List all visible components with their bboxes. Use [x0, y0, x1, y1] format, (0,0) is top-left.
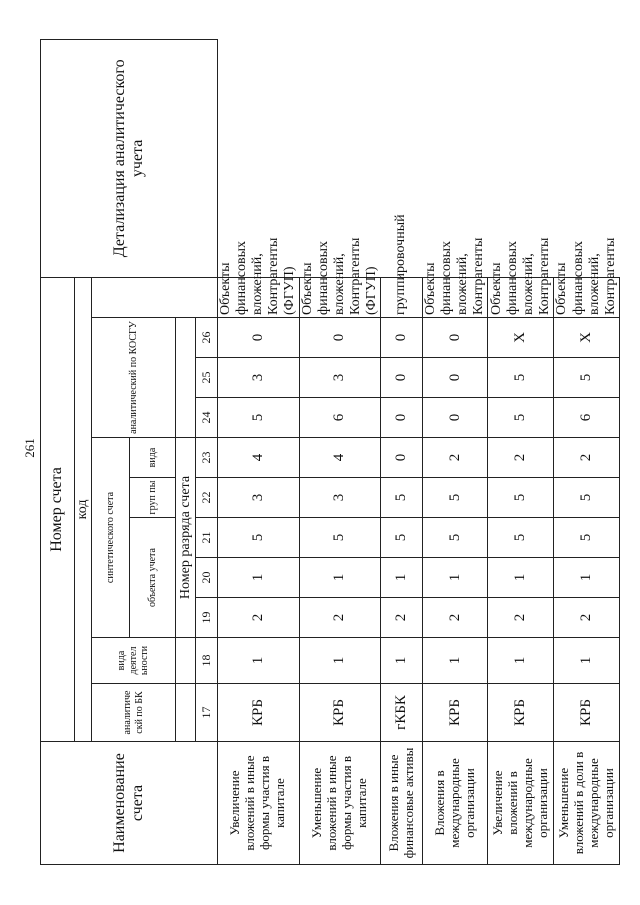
code-25: 3 [299, 358, 380, 398]
code-21: 5 [554, 518, 619, 558]
digit-cell: 18 [196, 638, 218, 684]
code-21: 5 [299, 518, 380, 558]
header-activity-type: вида деятел ьности [92, 638, 176, 684]
header-name: Наименование счета [41, 742, 218, 865]
account-name: Уменьшение вложений в иные формы участия в капитале [299, 742, 380, 865]
digit-cell: 19 [196, 598, 218, 638]
table-row [381, 39, 423, 864]
code-17: КРБ [488, 684, 554, 742]
code-21: 5 [488, 518, 554, 558]
code-22: 3 [299, 478, 380, 518]
table-row [488, 39, 554, 864]
code-19: 2 [554, 598, 619, 638]
code-26: X [554, 318, 619, 358]
digit-cell: 25 [196, 358, 218, 398]
code-25: 5 [488, 358, 554, 398]
code-24: 6 [299, 398, 380, 438]
rotated-table-sheet [40, 40, 618, 865]
page-number: 261 [21, 438, 37, 458]
header-digit-number: Номер разряда счета [176, 438, 196, 638]
digit-cell: 23 [196, 438, 218, 478]
detail-text: Объекты финансовых вложений, Контрагенты (ФГУП) [299, 277, 380, 317]
digit-cell: 22 [196, 478, 218, 518]
detail-text: Объекты финансовых вложений, Контрагенты [554, 277, 619, 317]
code-24: 6 [554, 398, 619, 438]
header-detail: Детализация аналитического учета [41, 39, 218, 277]
code-19: 2 [423, 598, 488, 638]
code-22: 5 [488, 478, 554, 518]
code-22: 5 [554, 478, 619, 518]
table-row [554, 39, 619, 864]
code-20: 1 [299, 558, 380, 598]
detail-text: Объекты финансовых вложений, Контрагенты [488, 277, 554, 317]
digit-cell: 21 [196, 518, 218, 558]
account-name: Вложения в иные финансовые активы [381, 742, 423, 865]
code-20: 1 [423, 558, 488, 598]
code-26: 0 [381, 318, 423, 358]
accounts-table [40, 39, 620, 865]
digit-cell: 24 [196, 398, 218, 438]
code-18: 1 [218, 638, 299, 684]
code-25: 5 [554, 358, 619, 398]
detail-text: Объекты финансовых вложений, Контрагенты [423, 277, 488, 317]
header-kind: вида [130, 438, 176, 478]
code-18: 1 [423, 638, 488, 684]
code-22: 5 [381, 478, 423, 518]
header-object: объекта учета [130, 518, 176, 638]
code-17: гКБК [381, 684, 423, 742]
code-19: 2 [299, 598, 380, 638]
digit-cell: 17 [196, 684, 218, 742]
detail-text: группировочный [381, 277, 423, 317]
code-26: 0 [299, 318, 380, 358]
code-19: 2 [218, 598, 299, 638]
header-group: груп пы [130, 478, 176, 518]
code-25: 0 [381, 358, 423, 398]
code-24: 0 [423, 398, 488, 438]
header-synthetic: синтетического счета [92, 438, 130, 638]
code-25: 0 [423, 358, 488, 398]
code-18: 1 [488, 638, 554, 684]
code-18: 1 [554, 638, 619, 684]
digit-cell: 26 [196, 318, 218, 358]
table-row [423, 39, 488, 864]
code-17: КРБ [554, 684, 619, 742]
code-18: 1 [381, 638, 423, 684]
code-21: 5 [423, 518, 488, 558]
code-23: 4 [218, 438, 299, 478]
code-26: X [488, 318, 554, 358]
account-name: Уменьшение вложений в доли в международные организации [554, 742, 619, 865]
account-name: Увеличение вложений в иные формы участия в капитале [218, 742, 299, 865]
code-21: 5 [381, 518, 423, 558]
header-code: код [75, 277, 92, 741]
code-23: 0 [381, 438, 423, 478]
code-20: 1 [218, 558, 299, 598]
code-17: КРБ [423, 684, 488, 742]
header-analytic-kosgu: аналитический по КОСГУ [92, 318, 176, 438]
code-20: 1 [381, 558, 423, 598]
account-name: Вложения в международные организации [423, 742, 488, 865]
account-name: Увеличение вложений в международные организации [488, 742, 554, 865]
code-24: 0 [381, 398, 423, 438]
header-analytic-bk: аналитиче скй по БК [92, 684, 176, 742]
code-20: 1 [488, 558, 554, 598]
code-17: КРБ [299, 684, 380, 742]
table-row [218, 39, 299, 864]
code-24: 5 [218, 398, 299, 438]
code-22: 3 [218, 478, 299, 518]
detail-text: Объекты финансовых вложений, Контрагенты (ФГУП) [218, 277, 299, 317]
code-18: 1 [299, 638, 380, 684]
code-26: 0 [218, 318, 299, 358]
code-19: 2 [381, 598, 423, 638]
code-23: 2 [488, 438, 554, 478]
code-23: 2 [554, 438, 619, 478]
code-25: 3 [218, 358, 299, 398]
code-24: 5 [488, 398, 554, 438]
table-row [299, 39, 380, 864]
code-23: 2 [423, 438, 488, 478]
code-19: 2 [488, 598, 554, 638]
code-22: 5 [423, 478, 488, 518]
code-17: КРБ [218, 684, 299, 742]
code-26: 0 [423, 318, 488, 358]
digit-cell: 20 [196, 558, 218, 598]
code-23: 4 [299, 438, 380, 478]
header-account-number: Номер счета [41, 277, 75, 741]
code-20: 1 [554, 558, 619, 598]
code-21: 5 [218, 518, 299, 558]
